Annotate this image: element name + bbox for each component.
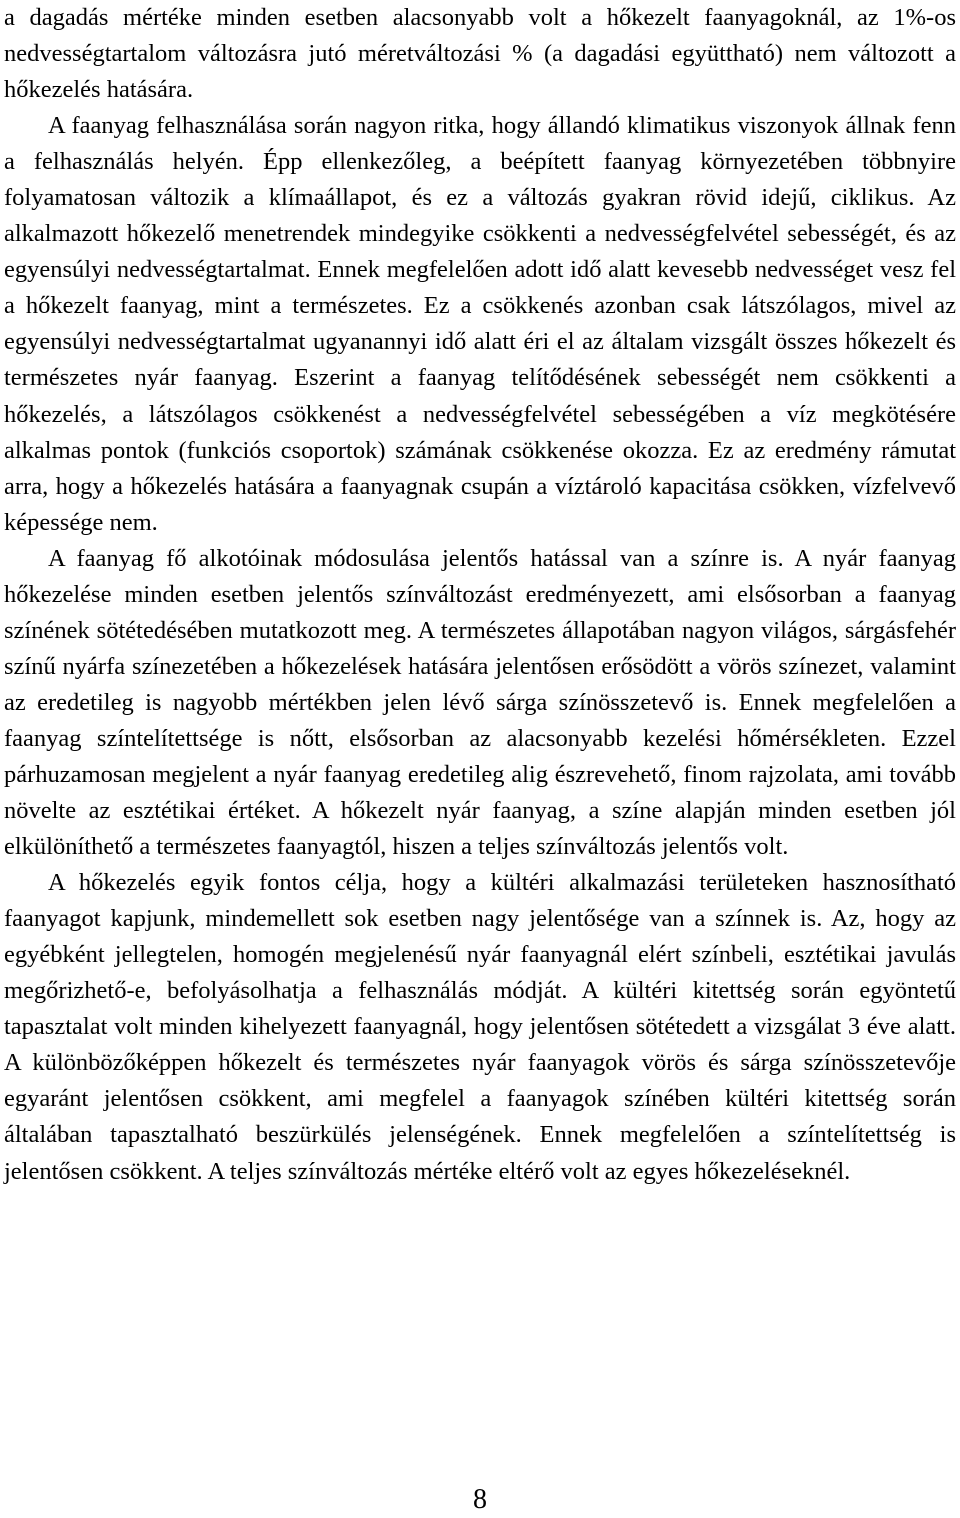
paragraph-continued: a dagadás mértéke minden esetben alacsonyabb volt a hőkezelt faanyagoknál, az 1%-os nedvességtartalom változásra jutó méretváltozási % (a dagadási együttható) nem változott a hőkezelés hatására. <box>4 4 956 104</box>
paragraph-color-change: A faanyag fő alkotóinak módosulása jelentős hatással van a színre is. A nyár faanyag hőkezelése minden esetben jelentős színváltozást eredményezett, ami elsősorban a faanyag színének sötétedésében mutatkozott meg. A természetes állapotában nagyon világos, sárgásfehér színű nyárfa színezetében a hőkezelések hatására jelentősen erősödött a vörös színezet, valamint az eredetileg is nagyobb mértékben jelen lévő sárga színösszetevő is. Ennek megfelelően a faanyag színtelítettsége is nőtt, elsősorban az alacsonyabb kezelési hőmérsékleten. Ezzel párhuzamosan megjelent a nyár faanyag eredetileg alig észrevehető, finom rajzolata, ami tovább növelte az esztétikai értéket. A hőkezelt nyár faanyag, a színe alapján minden esetben jól elkülöníthető a természetes faanyagtól, hiszen a teljes színváltozás jelentős volt. <box>4 544 956 861</box>
paragraph-moisture-uptake: A faanyag felhasználása során nagyon ritka, hogy állandó klimatikus viszonyok állnak fenn a felhasználás helyén. Épp ellenkezőleg, a beépített faanyag környezetében többnyire folyamatosan változik a klímaállapot, és ez a változás gyakran rövid idejű, ciklikus. Az alkalmazott hőkezelő menetrendek mindegyike csökkenti a nedvességfelvétel sebességét, és az egyensúlyi nedvességtartalmat. Ennek megfelelően adott idő alatt kevesebb nedvességet vesz fel a hőkezelt faanyag, mint a természetes. Ez a csökkenés azonban csak látszólagos, mivel az egyensúlyi nedvességtartalmat ugyanannyi idő alatt éri el az általam vizsgált összes hőkezelt és természetes nyár faanyag. Eszerint a faanyag telítődésének sebességét nem csökkenti a hőkezelés, a látszólagos csökkenést a nedvességfelvétel sebességében a víz megkötésére alkalmas pontok (funkciós csoportok) számának csökkenése okozza. Ez az eredmény rámutat arra, hogy a hőkezelés hatására a faanyagnak csupán a víztároló kapacitása csökken, vízfelvevő képessége nem. <box>4 112 956 536</box>
paragraph-outdoor-exposure: A hőkezelés egyik fontos célja, hogy a kültéri alkalmazási területeken hasznosítható faanyagot kapjunk, mindemellett sok esetben nagy jelentősége van a színnek is. Az, hogy az egyébként jellegtelen, homogén megjelenésű nyár faanyagnál elért színbeli, esztétikai javulás megőrizhető-e, befolyásolhatja a felhasználás módját. A kültéri kitettség során egyöntetű tapasztalat volt minden kihelyezett faanyagnál, hogy jelentősen sötétedett a vizsgálat 3 éve alatt. A különbözőképpen hőkezelt és természetes nyár faanyagok vörös és sárga színösszetevője egyaránt jelentősen csökkent, ami megfelel a faanyagok színében kültéri kitettség során általában tapasztalható beszürkülés jelenségének. Ennek megfelelően a színtelítettség is jelentősen csökkent. A teljes színváltozás mértéke eltérő volt az egyes hőkezeléseknél. <box>4 869 956 1185</box>
document-page <box>4 0 956 1190</box>
page-number: 8 <box>473 1484 487 1515</box>
